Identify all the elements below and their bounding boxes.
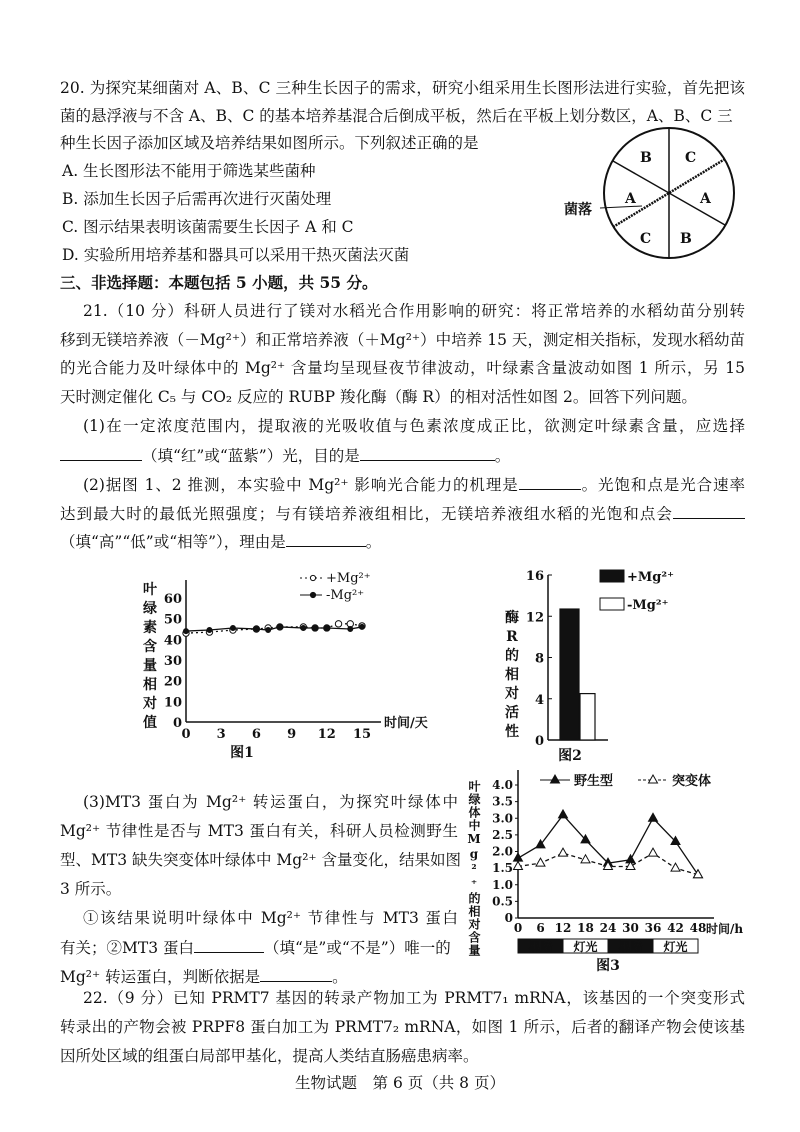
q21-part3: 型、MT3 缺失突变体叶绿体中 Mg²⁺ 含量变化，结果如图 xyxy=(60,851,462,869)
y-tick-label: 0 xyxy=(172,716,182,731)
x-tick-label: 9 xyxy=(287,727,297,742)
bar xyxy=(580,694,595,740)
q21-part3-text: （填“是”或“不是”）唯一的 xyxy=(264,939,451,957)
q21-part3: Mg²⁺ 节律性是否与 MT3 蛋白有关，科研人员检测野生 xyxy=(60,822,458,840)
data-point xyxy=(301,625,306,630)
y-axis-label: 相 xyxy=(505,667,519,683)
y-tick-label: 0 xyxy=(534,734,544,749)
colony-label: 菌落 xyxy=(564,202,592,218)
y-tick-label: 1.5 xyxy=(492,861,513,876)
x-axis-label: 时间/天 xyxy=(384,716,428,731)
y-axis-label: 性 xyxy=(505,724,519,740)
data-point xyxy=(184,629,189,634)
page-footer: 生物试题 第 6 页（共 8 页） xyxy=(295,1074,505,1092)
x-tick-label: 12 xyxy=(317,727,336,742)
plate-diagram xyxy=(560,130,780,270)
y-tick-label: 50 xyxy=(163,612,182,628)
light-period-label: 灯光 xyxy=(663,940,688,954)
figure-2-chart xyxy=(490,560,700,765)
q21-part2-line3 xyxy=(60,530,381,553)
y-tick-label: 12 xyxy=(525,610,544,626)
answer-blank[interactable] xyxy=(286,530,366,547)
bar xyxy=(560,609,579,740)
q20-option-c[interactable]: C. 图示结果表明该菌需要生长因子 A 和 C xyxy=(62,218,354,236)
q21-part2-line2 xyxy=(60,502,745,525)
y-tick-label: 3.0 xyxy=(492,811,513,826)
answer-blank[interactable] xyxy=(673,502,745,519)
figure-caption: 图3 xyxy=(596,958,620,974)
legend-swatch xyxy=(600,570,624,582)
legend-label: +Mg²⁺ xyxy=(627,570,674,585)
y-axis-label: 对 xyxy=(505,686,519,702)
y-tick-label: 60 xyxy=(163,592,182,607)
y-tick-label: 0 xyxy=(504,911,513,925)
q21-part3-text: 有关；②MT3 蛋白 xyxy=(60,939,194,957)
y-axis-label: 酶 xyxy=(505,610,519,626)
q21-part3-sub3 xyxy=(60,965,348,988)
data-point xyxy=(348,627,353,632)
q22-stem: 转录出的产物会被 PRPF8 蛋白加工为 PRMT7₂ mRNA，如图 1 所示，后者的翻译产物会使该基 xyxy=(60,1018,745,1036)
q21-part1-text: （填“红”或“蓝紫”）光，目的是 xyxy=(142,447,360,465)
legend-label: -Mg²⁺ xyxy=(326,588,365,603)
legend-label: -Mg²⁺ xyxy=(627,598,669,613)
q20-stem: 种生长因子添加区域及培养结果如图所示。下列叙述正确的是 xyxy=(60,134,479,152)
data-point xyxy=(536,858,545,866)
y-tick-label: 30 xyxy=(163,654,182,669)
q21-part3-sub2 xyxy=(60,936,451,959)
y-axis-label: 相 xyxy=(143,677,157,693)
figure-caption: 图1 xyxy=(230,745,254,761)
data-point xyxy=(207,628,212,633)
legend-label: 野生型 xyxy=(574,774,614,789)
y-axis-label: 素 xyxy=(143,620,157,636)
light-period-label: 黑暗 xyxy=(618,940,643,954)
y-axis-label: 值 xyxy=(143,715,157,731)
legend-label: 突变体 xyxy=(672,774,712,789)
q21-part2 xyxy=(83,473,745,496)
data-point xyxy=(360,624,365,629)
y-axis-label: R xyxy=(506,629,518,645)
answer-blank[interactable] xyxy=(60,444,142,461)
answer-blank[interactable] xyxy=(260,965,332,982)
x-tick-label: 36 xyxy=(644,921,662,935)
light-period-label: 灯光 xyxy=(573,940,598,954)
legend-swatch xyxy=(600,598,624,610)
data-point xyxy=(324,625,329,630)
y-axis-label: 量 xyxy=(143,658,157,674)
x-tick-label: 24 xyxy=(599,921,617,935)
legend-label: +Mg²⁺ xyxy=(326,571,371,586)
data-point xyxy=(230,625,235,630)
figure-3-chart xyxy=(460,760,790,975)
data-point xyxy=(671,863,680,871)
y-tick-label: 40 xyxy=(163,633,182,649)
x-tick-label: 6 xyxy=(536,921,545,935)
data-point xyxy=(559,848,568,856)
q21-part2-text: 达到最大时的最低光照强度；与有镁培养液组相比，无镁培养液组水稻的光饱和点会 xyxy=(60,505,673,523)
sector-label: B xyxy=(640,150,652,166)
y-tick-label: 0.5 xyxy=(492,894,513,909)
sector-label: B xyxy=(680,231,692,247)
q21-stem: 移到无镁培养液（－Mg²⁺）和正常培养液（＋Mg²⁺）中培养 15 天，测定相关指标，发现水稻幼苗 xyxy=(60,331,745,349)
y-axis-label: 叶 xyxy=(143,582,157,598)
q21-part2-text: (2)据图 1、2 推测，本实验中 Mg²⁺ 影响光合能力的机理是 xyxy=(83,476,519,494)
legend-marker xyxy=(310,592,315,597)
q21-stem: 21.（10 分）科研人员进行了镁对水稻光合作用影响的研究：将正常培养的水稻幼苗分别转 xyxy=(83,302,745,320)
x-tick-label: 3 xyxy=(216,727,226,742)
q21-part3: 3 所示。 xyxy=(60,880,122,898)
x-tick-label: 6 xyxy=(251,727,261,742)
legend-marker xyxy=(551,775,560,783)
data-point xyxy=(649,813,658,821)
data-point xyxy=(649,848,658,856)
q21-part1: (1)在一定浓度范围内，提取液的光吸收值与色素浓度成正比，欲测定叶绿素含量，应选择 xyxy=(83,417,745,435)
legend-marker xyxy=(310,575,315,580)
data-point xyxy=(266,628,271,633)
y-tick-label: 16 xyxy=(525,569,544,584)
q20-option-b[interactable]: B. 添加生长因子后需再次进行灭菌处理 xyxy=(62,190,332,208)
q20-option-a[interactable]: A. 生长图形法不能用于筛选某些菌种 xyxy=(62,162,316,180)
x-tick-label: 18 xyxy=(577,921,594,935)
data-point xyxy=(277,624,282,629)
light-period-label: 黑暗 xyxy=(528,940,553,954)
q20-stem: 20. 为探究某细菌对 A、B、C 三种生长因子的需求，研究小组采用生长图形法进行实验，首先把该 xyxy=(60,79,745,97)
y-tick-label: 4.0 xyxy=(492,778,513,792)
q21-stem: 天时测定催化 C₅ 与 CO₂ 反应的 RUBP 羧化酶（酶 R）的相对活性如图 2。回答下列问题。 xyxy=(60,388,697,406)
x-axis-label: 时间/h xyxy=(706,922,744,936)
q21-part3: (3)MT3 蛋白为 Mg²⁺ 转运蛋白，为探究叶绿体中 xyxy=(83,793,458,811)
x-tick-label: 0 xyxy=(181,727,191,742)
sector-label: A xyxy=(625,191,636,207)
figure-3-y-axis-label: 叶绿体中Mg²⁺的相对含量 xyxy=(467,780,481,957)
q21-part2-text: 。 xyxy=(365,533,382,551)
legend-marker xyxy=(649,775,658,783)
data-point xyxy=(559,810,568,818)
data-point xyxy=(514,853,523,861)
q21-part3-sub1: ①该结果说明叶绿体中 Mg²⁺ 节律性与 MT3 蛋白 xyxy=(83,909,458,927)
y-axis-label: 含 xyxy=(143,639,157,655)
answer-blank[interactable] xyxy=(194,936,264,953)
y-tick-label: 8 xyxy=(534,651,544,667)
x-tick-label: 30 xyxy=(622,921,639,935)
y-axis-label: 对 xyxy=(143,696,157,712)
q21-part3-text: Mg²⁺ 转运蛋白，判断依据是 xyxy=(60,968,261,986)
y-axis-label: 绿 xyxy=(143,601,157,617)
q22-stem: 22.（9 分）已知 PRMT7 基因的转录产物加工为 PRMT7₁ mRNA，该基因的一个突变形式 xyxy=(83,989,745,1007)
q21-part2-text: 。光饱和点是光合速率 xyxy=(580,476,745,494)
y-tick-label: 10 xyxy=(163,695,182,711)
q21-part1-line2 xyxy=(60,444,510,467)
q21-part3-text: 。 xyxy=(332,968,348,986)
q21-stem: 的光合能力及叶绿体中的 Mg²⁺ 含量均呈现昼夜节律波动，叶绿素含量波动如图 1 所示，另 15 xyxy=(60,359,745,377)
x-tick-label: 0 xyxy=(513,921,523,935)
data-point xyxy=(335,621,341,627)
answer-blank[interactable] xyxy=(360,444,495,461)
x-tick-label: 12 xyxy=(554,921,572,935)
y-tick-label: 2.0 xyxy=(492,844,513,859)
section-heading: 三、非选择题：本题包括 5 小题，共 55 分。 xyxy=(60,273,378,292)
data-point xyxy=(581,855,590,863)
x-tick-label: 15 xyxy=(352,727,372,742)
x-tick-label: 42 xyxy=(667,921,684,935)
y-tick-label: 2.5 xyxy=(492,827,513,842)
q20-option-d[interactable]: D. 实验所用培养基和器具可以采用干热灭菌法灭菌 xyxy=(62,246,410,264)
sector-label: C xyxy=(685,150,697,166)
figure-caption: 图2 xyxy=(558,748,582,764)
y-tick-label: 1.0 xyxy=(492,877,513,892)
data-point xyxy=(313,625,318,630)
q20-stem: 菌的悬浮液与不含 A、B、C 的基本培养基混合后倒成平板，然后在平板上划分数区，A、B、C 三 xyxy=(60,107,733,125)
q21-part2-text: （填“高”“低”或“相等”），理由是 xyxy=(60,533,286,551)
y-tick-label: 4 xyxy=(534,692,544,708)
sector-label: C xyxy=(640,231,652,247)
q22-stem: 因所处区域的组蛋白局部甲基化，提高人类结直肠癌患病率。 xyxy=(60,1047,479,1065)
y-tick-label: 3.5 xyxy=(492,794,513,809)
sector-label: A xyxy=(700,191,711,207)
q21-part1-text: 。 xyxy=(494,447,511,465)
y-axis-label: 的 xyxy=(505,648,519,664)
x-tick-label: 48 xyxy=(689,921,707,935)
answer-blank[interactable] xyxy=(519,473,581,490)
data-point xyxy=(254,627,259,632)
y-tick-label: 20 xyxy=(163,674,182,690)
y-axis-label: 活 xyxy=(505,705,519,721)
figure-1-chart xyxy=(130,560,428,770)
